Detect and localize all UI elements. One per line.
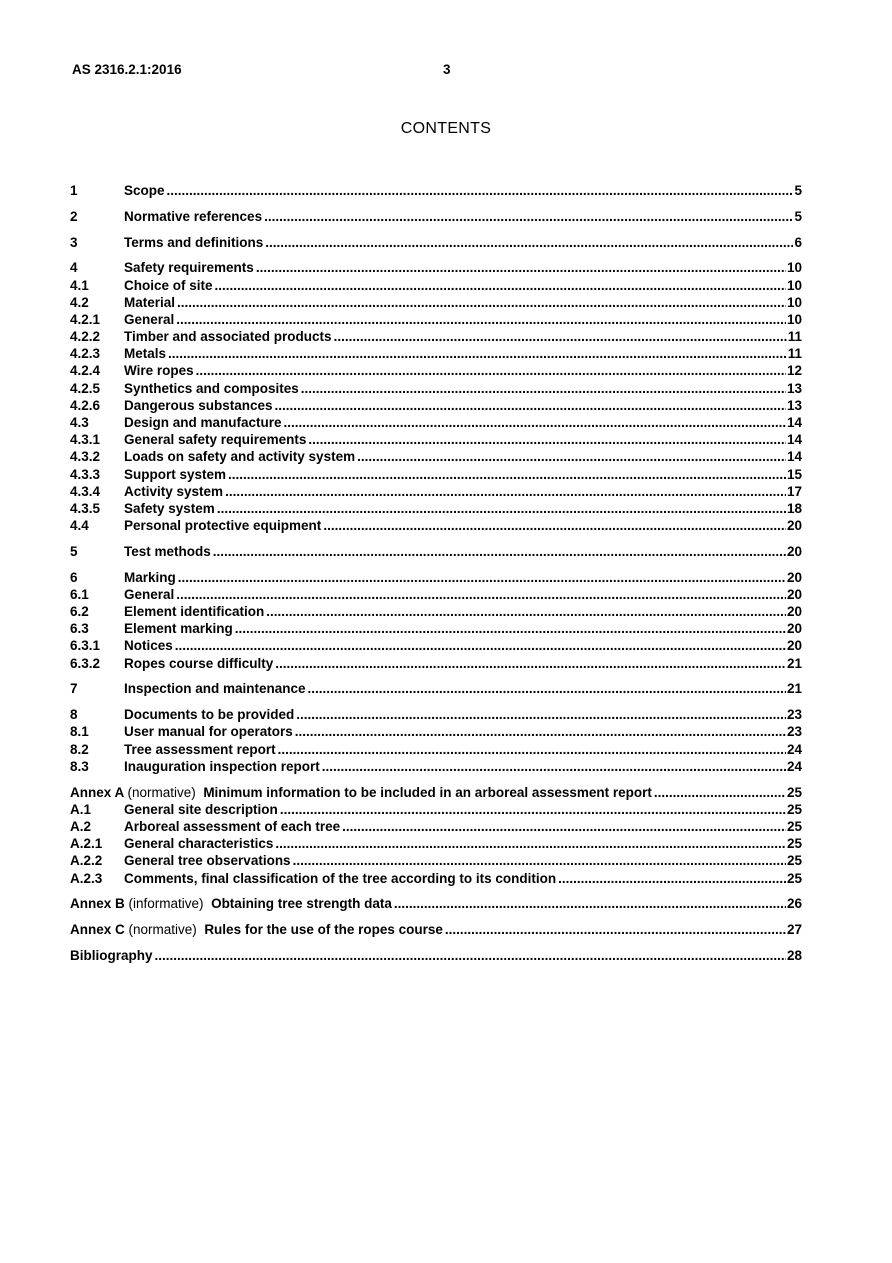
toc-entry[interactable] <box>70 500 802 517</box>
toc-entry-title: Notices <box>124 638 173 654</box>
toc-entry-title: Ropes course difficulty <box>124 655 274 671</box>
toc-entry-number: 4.2.3 <box>70 346 101 362</box>
toc-entry-title: General characteristics <box>124 836 274 852</box>
toc-annex-heading <box>70 895 392 912</box>
toc-entry-title: Documents to be provided <box>124 707 295 723</box>
toc-entry-number: A.1 <box>70 801 92 817</box>
toc-entry-number: 6.1 <box>70 586 89 602</box>
toc-entry-page: 24 <box>786 758 802 774</box>
toc-group <box>70 569 802 672</box>
toc-entry-page: 10 <box>786 311 802 327</box>
toc-entry[interactable] <box>70 483 802 500</box>
toc-entry-number: 4.1 <box>70 277 89 293</box>
toc-entry[interactable] <box>70 414 802 431</box>
toc-entry[interactable] <box>70 637 802 654</box>
dot-leader <box>266 603 786 620</box>
dot-leader <box>301 380 786 397</box>
annex-label: Annex B <box>70 896 125 912</box>
toc-entry[interactable] <box>70 294 802 311</box>
toc-entry-page: 25 <box>786 870 802 886</box>
dot-leader <box>264 208 793 225</box>
dot-leader <box>295 723 786 740</box>
dot-leader <box>357 448 786 465</box>
dot-leader <box>167 182 794 199</box>
toc-entry-title: General site description <box>124 801 278 817</box>
toc-entry-number: 4.2.5 <box>70 380 101 396</box>
toc-entry-title: Activity system <box>124 483 224 499</box>
dot-leader <box>275 655 786 672</box>
toc-entry-page: 5 <box>794 183 802 198</box>
toc-entry-page: 21 <box>786 681 802 697</box>
toc-entry-title: General <box>124 311 175 327</box>
toc-entry-title: Element marking <box>124 621 233 637</box>
toc-entry-title: Rules for the use of the ropes course <box>204 922 443 938</box>
toc-entry[interactable] <box>70 835 802 852</box>
toc-entry-title: Inspection and maintenance <box>124 681 306 697</box>
toc-entry[interactable] <box>70 543 802 560</box>
dot-leader <box>228 466 786 483</box>
toc-entry-number: 8.1 <box>70 724 89 740</box>
toc-entry[interactable] <box>70 448 802 465</box>
annex-label: Annex A <box>70 784 124 800</box>
document-identifier: AS 2316.2.1:2016 <box>72 62 182 77</box>
toc-entry[interactable] <box>70 921 802 938</box>
toc-entry[interactable] <box>70 397 802 414</box>
dot-leader <box>215 277 786 294</box>
toc-entry[interactable] <box>70 517 802 534</box>
toc-entry-title: Terms and definitions <box>124 234 264 250</box>
dot-leader <box>334 328 787 345</box>
toc-entry-number: 4.3.1 <box>70 432 101 448</box>
toc-entry-page: 28 <box>786 947 802 963</box>
toc-entry[interactable] <box>70 870 802 887</box>
toc-entry-page: 24 <box>786 741 802 757</box>
toc-entry-number: 8.2 <box>70 741 89 757</box>
toc-entry[interactable] <box>70 947 802 964</box>
page-header <box>72 62 822 80</box>
toc-entry-number: 4.2.1 <box>70 311 101 327</box>
toc-entry-number: 4.3.2 <box>70 449 101 465</box>
toc-entry-page: 20 <box>786 638 802 654</box>
toc-entry-page: 20 <box>786 604 802 620</box>
dot-leader <box>394 895 786 912</box>
dot-leader <box>177 294 786 311</box>
dot-leader <box>235 620 786 637</box>
contents-heading: CONTENTS <box>400 120 492 137</box>
toc-entry-page: 27 <box>786 922 802 938</box>
toc-annex-heading <box>70 784 652 801</box>
toc-entry-number: 4.3.4 <box>70 483 101 499</box>
toc-entry-title: Safety requirements <box>124 260 254 276</box>
toc-entry-title: Personal protective equipment <box>124 518 322 534</box>
toc-group <box>70 680 802 697</box>
toc-entry[interactable] <box>70 311 802 328</box>
toc-entry-page: 10 <box>786 277 802 293</box>
toc-entry[interactable] <box>70 586 802 603</box>
toc-entry-title: Loads on safety and activity system <box>124 449 356 465</box>
toc-entry-page: 25 <box>786 853 802 869</box>
toc-entry-title: Choice of site <box>124 277 213 293</box>
toc-annex-heading <box>70 921 443 938</box>
dot-leader <box>558 870 786 887</box>
toc-entry-title: Synthetics and composites <box>124 380 299 396</box>
toc-entry[interactable] <box>70 723 802 740</box>
dot-leader <box>308 680 786 697</box>
toc-entry-title: Obtaining tree strength data <box>211 896 392 912</box>
toc-group <box>70 706 802 775</box>
toc-entry-page: 5 <box>794 208 802 224</box>
toc-entry-title: Metals <box>124 346 167 362</box>
toc-entry-page: 18 <box>786 500 802 516</box>
toc-entry-title: Comments, final classification of the tree according to its condition <box>124 870 557 886</box>
toc-entry[interactable] <box>70 801 802 818</box>
toc-entry-title: Element identification <box>124 604 265 620</box>
toc-entry-title: Safety system <box>124 500 215 516</box>
toc-group <box>70 543 802 560</box>
dot-leader <box>213 543 786 560</box>
toc-entry-title: Support system <box>124 466 227 482</box>
toc-group <box>70 784 802 887</box>
toc-entry-title: Normative references <box>124 208 263 224</box>
toc-entry-page: 23 <box>786 724 802 740</box>
toc-entry-page: 14 <box>786 432 802 448</box>
toc-entry[interactable] <box>70 603 802 620</box>
toc-entry[interactable] <box>70 208 802 225</box>
toc-entry-title: Wire ropes <box>124 363 194 379</box>
toc-entry-title: General <box>124 586 175 602</box>
toc-entry[interactable] <box>70 655 802 672</box>
toc-entry-page: 15 <box>786 466 802 482</box>
toc-entry-title: General tree observations <box>124 853 291 869</box>
dot-leader <box>196 362 786 379</box>
toc-entry-number: 4.2.6 <box>70 397 101 413</box>
toc-entry[interactable] <box>70 362 802 379</box>
toc-entry-page: 25 <box>786 801 802 817</box>
toc-entry-page: 20 <box>786 621 802 637</box>
toc-entry-title: User manual for operators <box>124 724 293 740</box>
dot-leader <box>445 921 786 938</box>
toc-entry-page: 11 <box>787 329 802 345</box>
toc-entry-title: Minimum information to be included in an arboreal assessment report <box>203 784 652 800</box>
toc-entry-page: 11 <box>787 346 802 362</box>
annex-kind: (normative) <box>128 922 197 938</box>
dot-leader <box>256 259 786 276</box>
toc-entry[interactable] <box>70 328 802 345</box>
dot-leader <box>225 483 786 500</box>
toc-entry-page: 13 <box>786 397 802 413</box>
toc-entry-number: 4.4 <box>70 518 89 534</box>
toc-entry-title: Scope <box>124 183 165 198</box>
toc-entry[interactable] <box>70 182 802 199</box>
toc-entry[interactable] <box>70 620 802 637</box>
toc-entry-title: Marking <box>124 569 176 585</box>
toc-entry-page: 25 <box>786 836 802 852</box>
toc-entry-number: 4.3.3 <box>70 466 101 482</box>
dot-leader <box>178 569 786 586</box>
toc-entry[interactable] <box>70 466 802 483</box>
toc-entry-title: General safety requirements <box>124 432 307 448</box>
dot-leader <box>155 947 786 964</box>
dot-leader <box>284 414 786 431</box>
dot-leader <box>275 397 786 414</box>
annex-label: Annex C <box>70 922 125 938</box>
toc-group <box>70 208 802 225</box>
toc-entry[interactable] <box>70 234 802 251</box>
table-of-contents <box>70 182 802 973</box>
dot-leader <box>278 741 786 758</box>
toc-entry-number: 4 <box>70 260 78 276</box>
toc-entry-page: 20 <box>786 518 802 534</box>
toc-entry-number: 4.2 <box>70 294 89 310</box>
dot-leader <box>293 852 786 869</box>
toc-entry-number: 6 <box>70 569 78 585</box>
toc-entry-title: Timber and associated products <box>124 329 332 345</box>
toc-entry-title: Material <box>124 294 176 310</box>
toc-entry[interactable] <box>70 758 802 775</box>
toc-entry[interactable] <box>70 431 802 448</box>
toc-entry-page: 10 <box>786 294 802 310</box>
toc-entry[interactable] <box>70 380 802 397</box>
toc-entry[interactable] <box>70 680 802 697</box>
toc-entry-page: 20 <box>786 569 802 585</box>
toc-entry-title: Test methods <box>124 543 211 559</box>
toc-entry-number: A.2.2 <box>70 853 103 869</box>
toc-entry-page: 10 <box>786 260 802 276</box>
toc-entry[interactable] <box>70 569 802 586</box>
dot-leader <box>308 431 786 448</box>
toc-entry-number: 2 <box>70 208 78 224</box>
toc-entry-page: 13 <box>786 380 802 396</box>
toc-group <box>70 895 802 912</box>
toc-group <box>70 182 802 199</box>
dot-leader <box>176 586 786 603</box>
toc-entry-number: 6.3.2 <box>70 655 101 671</box>
toc-entry-number: 7 <box>70 681 78 697</box>
toc-entry[interactable] <box>70 741 802 758</box>
toc-group <box>70 259 802 534</box>
toc-entry-page: 6 <box>794 234 802 250</box>
toc-group <box>70 921 802 938</box>
toc-entry-title: Arboreal assessment of each tree <box>124 818 341 834</box>
dot-leader <box>323 517 786 534</box>
toc-entry-page: 14 <box>786 449 802 465</box>
dot-leader <box>322 758 786 775</box>
toc-entry[interactable] <box>70 345 802 362</box>
toc-entry-number: 5 <box>70 543 78 559</box>
toc-entry-title: Design and manufacture <box>124 415 282 431</box>
toc-entry-number: 1 <box>70 183 78 198</box>
dot-leader <box>175 637 786 654</box>
toc-entry-page: 25 <box>786 784 802 800</box>
toc-entry-number: A.2 <box>70 818 92 834</box>
dot-leader <box>168 345 787 362</box>
toc-entry-number: 6.3 <box>70 621 89 637</box>
toc-entry-page: 21 <box>786 655 802 671</box>
toc-entry-title: Inauguration inspection report <box>124 758 320 774</box>
toc-entry[interactable] <box>70 784 802 801</box>
toc-entry-title: Bibliography <box>70 947 153 963</box>
toc-entry-number: 4.3.5 <box>70 500 101 516</box>
toc-entry-number: 8.3 <box>70 758 89 774</box>
toc-entry-title: Tree assessment report <box>124 741 276 757</box>
dot-leader <box>654 784 786 801</box>
toc-entry-number: 6.2 <box>70 604 89 620</box>
dot-leader <box>275 835 786 852</box>
toc-entry-number: 4.3 <box>70 415 89 431</box>
toc-entry-number: A.2.3 <box>70 870 103 886</box>
toc-entry-page: 17 <box>786 483 802 499</box>
toc-entry-page: 14 <box>786 415 802 431</box>
toc-entry[interactable] <box>70 277 802 294</box>
dot-leader <box>296 706 786 723</box>
dot-leader <box>280 801 786 818</box>
toc-entry[interactable] <box>70 706 802 723</box>
toc-entry[interactable] <box>70 895 802 912</box>
dot-leader <box>176 311 786 328</box>
toc-entry-page: 12 <box>786 363 802 379</box>
toc-entry[interactable] <box>70 259 802 276</box>
dot-leader <box>217 500 786 517</box>
dot-leader <box>342 818 786 835</box>
toc-entry-page: 20 <box>786 586 802 602</box>
toc-entry[interactable] <box>70 852 802 869</box>
dot-leader <box>265 234 793 251</box>
annex-kind: (normative) <box>127 784 196 800</box>
toc-group <box>70 947 802 964</box>
toc-entry[interactable] <box>70 818 802 835</box>
annex-kind: (informative) <box>128 896 204 912</box>
page-number: 3 <box>443 62 451 77</box>
toc-entry-number: 4.2.2 <box>70 329 101 345</box>
toc-entry-number: 3 <box>70 234 78 250</box>
toc-entry-title: Dangerous substances <box>124 397 273 413</box>
toc-entry-number: A.2.1 <box>70 836 103 852</box>
toc-entry-page: 23 <box>786 707 802 723</box>
toc-group <box>70 234 802 251</box>
toc-entry-number: 6.3.1 <box>70 638 101 654</box>
toc-entry-number: 8 <box>70 707 78 723</box>
toc-entry-page: 26 <box>786 896 802 912</box>
toc-entry-page: 25 <box>786 818 802 834</box>
toc-entry-number: 4.2.4 <box>70 363 101 379</box>
toc-entry-page: 20 <box>786 543 802 559</box>
